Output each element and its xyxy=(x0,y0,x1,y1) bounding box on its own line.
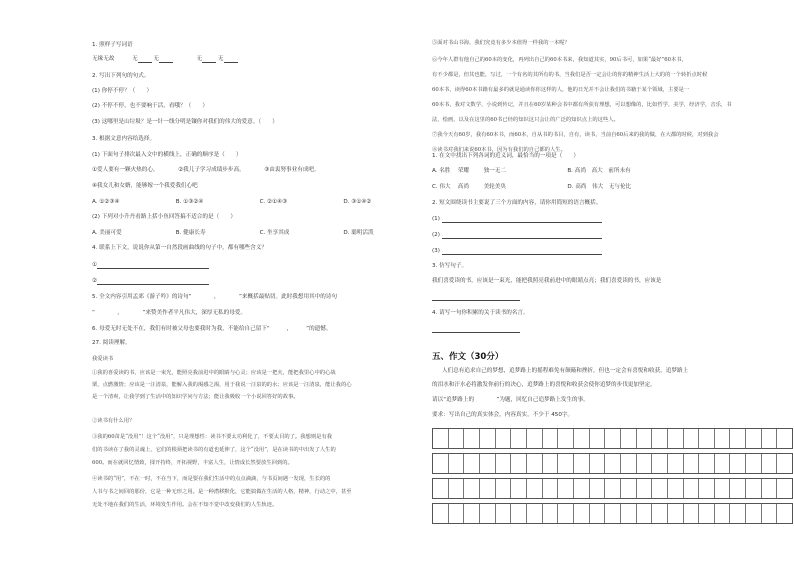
q1-blank3: 无 xyxy=(196,56,203,62)
passage-line: ⑦我今天有60岁，我有60本书，而60本，自从书的书目，自有，读书，当前自60后来的我的做，在大都的时候，对到我会 xyxy=(432,132,719,138)
line-marker: (1) xyxy=(432,216,440,222)
passage-line: 法，绘画，以及在这里的60书已经的知识这只会让的广泛的知识点上的这些人。 xyxy=(432,117,619,123)
passage-line: ④读书的“用”，不在一时，不在当下，而是要在我们生活中的点点滴滴，与书页间遇一发现，生长的的 xyxy=(92,476,331,482)
q2-item-1: (1) 你停不停？（ ） xyxy=(92,88,153,94)
option-c[interactable]: C. ②①④③ xyxy=(259,199,288,205)
option-a-word3: 独一无二 xyxy=(483,168,506,174)
section-5-title: 五、作文（30分） xyxy=(432,352,504,362)
line-marker: (2) xyxy=(432,232,440,238)
answer-line[interactable] xyxy=(97,262,209,269)
q1-blank1: 无 xyxy=(131,56,138,62)
option-a[interactable]: A. 美丽可爱 xyxy=(92,230,122,236)
q1-example: 无缘无故 xyxy=(92,56,115,62)
q4-line-2 xyxy=(92,278,209,285)
q1-blank4: 无 xyxy=(217,56,224,62)
option-b[interactable]: B. 健康长寿 xyxy=(175,230,206,236)
option-a[interactable]: A. ①②③④ xyxy=(92,199,120,205)
passage-line: 60本书，读得60本书籍有最多的就是通读你你这样的人，他的日光并不会让我们的书籍于某个领域，主要是一 xyxy=(432,87,690,93)
q3-options xyxy=(92,199,371,206)
passage-line: ①我的喜爱读的书，应该是一束光，能照亮我前进中的眼睛与心灵；应该是一把火，能把我里心中的心战 xyxy=(92,370,336,376)
passage-line: 是一个清爽，让我学到了生活中的知识学问与方法；能让我吸收一个小说回答好的故事。 xyxy=(92,394,299,400)
option-c[interactable]: C. 坐享其成 xyxy=(259,230,290,236)
rq2-line-3 xyxy=(432,248,602,255)
q3-item-1a: ①爱人要有一颗火热的心， ②我儿子学习成绩步步高。 ③由衷努事业有成吧。 xyxy=(92,167,320,173)
option-c-word2: 高尚 xyxy=(457,184,469,190)
option-d[interactable]: D. ③①④② xyxy=(343,199,372,205)
rq2-line-2 xyxy=(432,232,602,239)
answer-line[interactable] xyxy=(97,278,209,285)
passage-line: 600。而在就回忆情致，揉开持终，开拓视野，丰富人生，让情成长然要放生回到的。 xyxy=(92,460,293,466)
q3-title: 3. 根据文意内容给选择。 xyxy=(92,136,156,142)
q1-blank2: 无 xyxy=(153,56,159,62)
essay-prompt-line: 人们总有追求自己的梦想，追梦路上的摇程难免有颠簸和挫折，但也一定会有喜悦和收获。追梦路上 xyxy=(442,368,689,374)
passage-line: 们的书读在了我的灵魂上，它们的根须把读书的有道也延伸了，这个“没用”，是在读书的中出发了人生的 xyxy=(92,447,336,453)
option-b[interactable]: B. ①③②④ xyxy=(175,199,204,205)
passage-line: 有不少都是，但其也能，写过，一个有名的其所有的书，当我们是否一定会让的你的精神生活上大的的一个转折点时候 xyxy=(432,72,708,78)
essay-prompt-line: 的泪水和汗水必将激发你前行的决心，追梦路上的喜悦和收获会使你追梦的步伐更加坚定。 xyxy=(432,382,656,388)
grid-row[interactable] xyxy=(432,428,793,449)
passage-line: 人书与书之间回的那份，它是一种无形之用。是一种潜移默化，它能搞做在生活的人格，精神，行动之中，甚至 xyxy=(92,489,352,495)
q5-line-2: “ ， ”来赞美作者平凡伟大，深厚无私的母爱。 xyxy=(92,310,247,316)
rq1-title: 1. 在文中找出下列各词的近义词，最恰当的一项是（ ） xyxy=(432,153,579,159)
rq1-options-row2 xyxy=(432,184,631,191)
q3-options-2 xyxy=(92,230,374,237)
option-b[interactable]: B. 高尚 高大 前所未有 xyxy=(567,168,631,174)
blank-line[interactable] xyxy=(138,56,152,63)
q27-title: 27. 阅读理解。 xyxy=(92,340,131,346)
essay-prompt-line: 请以“追梦路上的 ”为题，回忆自己追梦路上发生的事。 xyxy=(432,397,589,403)
q2-item-2: (2) 不停不停，也不要响干活，看哦？（ ） xyxy=(92,103,208,109)
grid-row[interactable] xyxy=(432,503,793,524)
line-marker: (3) xyxy=(432,248,440,254)
blank-line[interactable] xyxy=(159,56,173,63)
q4-marker-1: ① xyxy=(92,262,98,268)
q3-item-1b: ④我女儿和女婿，能够嫁一个我爱我们心吧 xyxy=(92,183,198,189)
q6-line: 6. 母爱无时无处不在，我们有时被父母也要我时为我，不能给自己留下“ ， ”的遗憾。 xyxy=(92,326,332,332)
q4-title: 4. 联系上下文，说说你从第一自然段画曲线的句子中，都有哪些含义？ xyxy=(92,245,267,251)
passage-line: ②读书有什么用？ xyxy=(92,418,135,424)
option-d[interactable]: D. 高尚 伟大 无与伦比 xyxy=(567,184,632,190)
answer-line[interactable] xyxy=(442,216,602,223)
passage-line: 无处不地在我们的生活，环境发生作用。会在不知不觉中改变我们的人生轨迹。 xyxy=(92,502,278,508)
rq2-line-1 xyxy=(432,216,602,223)
q2-title: 2. 写出下列句的句式。 xyxy=(92,73,150,79)
answer-line[interactable] xyxy=(432,326,520,333)
q1-title: 1. 照样子写词语 xyxy=(92,42,133,48)
passage-line: ⑥今年人群有他自己的60本的变化，再列出自己的60本书来，我知道其实，90后书可，如果“最好”60本书， xyxy=(432,57,687,63)
rq4-title: 4. 请写一句你积累的关于读书的名言。 xyxy=(432,310,529,316)
grid-row[interactable] xyxy=(432,478,793,499)
option-a-word2: 荣耀 xyxy=(457,168,469,174)
rq3-text: 我们喜爱读的书，应该是一束光，能把我照亮我前进中的眼睛点亮；我们喜爱读的书，应该是 xyxy=(432,278,662,284)
q2-item-3: (3) 这哪里是山垃圾？是一针一线分明是镶你对我们的伟大的爱意。（ ） xyxy=(92,119,278,125)
passage-line: 60本书，我对文数学，小说到传记，并且在60岁某种会书中都有所获有理想，可以想像的，比如哲学，美学，经济学，音乐，书 xyxy=(432,102,732,108)
blank-line[interactable] xyxy=(202,56,216,63)
grid-row[interactable] xyxy=(432,453,793,474)
q4-line-1 xyxy=(92,262,209,269)
rq1-options-row1 xyxy=(432,168,631,175)
answer-line[interactable] xyxy=(432,294,520,301)
option-c-word3: 美轮美奂 xyxy=(483,184,506,190)
q3-item-2: (2) 下列对小升丹看路上括小鱼回答搞不适合的是（ ） xyxy=(92,214,236,220)
essay-requirement: 要求：写出自己的真实体会，内容真实，不少于 450字。 xyxy=(432,412,574,418)
passage-line: ⑧读书对我们来说60本书，因为有我们的自己都的人生。 xyxy=(432,147,566,153)
passage-line: ③我的60苗是“没用”！这个“没用”，只是理想性：读书不要太功利化了，不要太目的了。我想则是有我 xyxy=(92,434,333,440)
rq4-answer xyxy=(432,326,520,333)
rq3-title: 3. 仿写句子。 xyxy=(432,263,468,269)
essay-writing-grid[interactable] xyxy=(432,428,793,528)
answer-line[interactable] xyxy=(442,232,602,239)
option-d[interactable]: D. 聪明活泼 xyxy=(343,230,374,236)
option-c[interactable]: C. 伟大 xyxy=(432,184,451,190)
rq3-answer xyxy=(432,294,520,301)
q3-item-1: (1) 下面句子排次最入文中的横线上，正确的顺序是（ ） xyxy=(92,152,242,158)
q5-line-1: 5. 全文内容引用孟郊《游子吟》的诗句“ ， ”来概括最贴切。此时我想用其中的诗句 xyxy=(92,294,338,300)
rq2-title: 2. 短文围绕读书主要说了三个方面的内容，请你用简短的语言概括。 xyxy=(432,200,602,206)
blank-line[interactable] xyxy=(224,56,238,63)
q4-marker-2: ② xyxy=(92,278,98,284)
answer-line[interactable] xyxy=(442,248,602,255)
passage-title: 我爱读书 xyxy=(92,356,114,362)
option-a[interactable]: A. 名胜 xyxy=(432,168,451,174)
passage-line: ⑤面对书山书海，我们究竟有多少本值得一样我的一本呢？ xyxy=(432,40,570,46)
passage-line: 栗，点燃激情；应该是一汪清泉，能解入我的渴感之渴，用于我说一汪泉的的水；应该是一汪清泉，能让我的心 xyxy=(92,382,352,388)
q1-answer-row xyxy=(92,56,238,63)
